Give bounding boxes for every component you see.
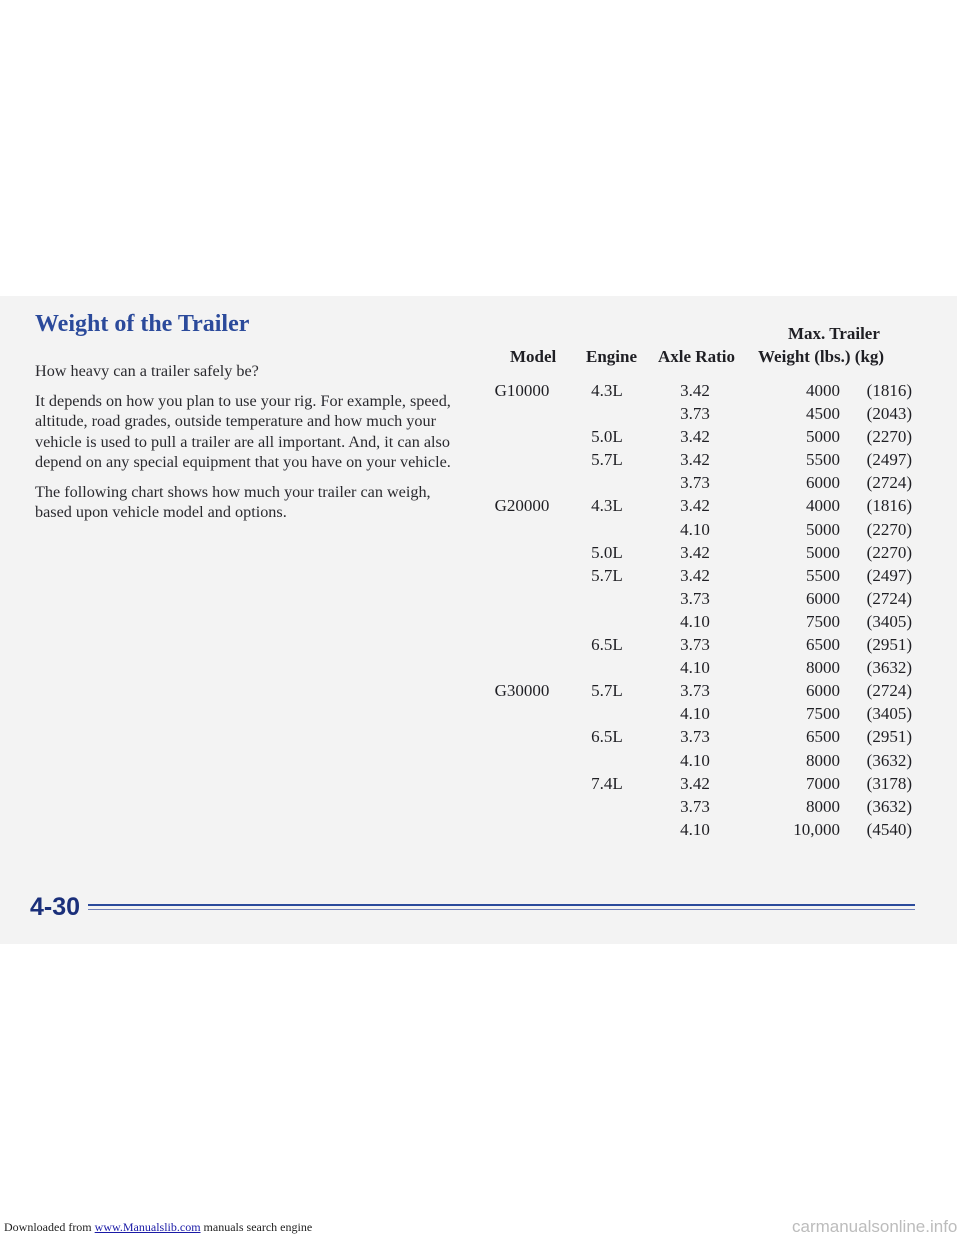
cell-axle-ratio: 3.73: [680, 635, 710, 655]
cell-weight-kg: (3405): [866, 611, 912, 631]
cell-axle-ratio: 4.10: [680, 750, 710, 770]
cell-axle-ratio: 3.42: [680, 381, 710, 400]
cell-weight-lbs: 5500: [806, 565, 840, 585]
cell-weight-lbs: 7500: [806, 704, 840, 724]
cell-engine: 7.4L: [591, 773, 623, 793]
cell-engine: 4.3L: [591, 496, 623, 516]
cell-weight-kg: (2497): [866, 450, 912, 470]
header-max-trailer: Max. Trailer: [788, 324, 880, 343]
cell-axle-ratio: 3.73: [680, 473, 710, 493]
cell-weight-kg: (3632): [866, 750, 912, 770]
table-row: [0, 704, 960, 727]
cell-axle-ratio: 4.10: [680, 519, 710, 539]
cell-engine: 5.0L: [591, 542, 623, 562]
cell-model: G30000: [494, 681, 550, 701]
cell-axle-ratio: 3.42: [680, 773, 710, 793]
cell-axle-ratio: 3.73: [680, 588, 710, 608]
table-row: [0, 589, 960, 612]
cell-weight-lbs: 6500: [806, 727, 840, 747]
cell-weight-kg: (2270): [866, 542, 912, 562]
intro-explanation: It depends on how you plan to use your rig. For example, speed, altitude, road grades, outside temperature and how much your vehicle is used to pull a trailer are all important. And, it can also depend on any special equipment that you have on your vehicle.: [35, 391, 451, 471]
table-row: [0, 381, 960, 404]
cell-weight-lbs: 7500: [806, 611, 840, 631]
cell-axle-ratio: 4.10: [680, 704, 710, 724]
table-row: [0, 635, 960, 658]
header-model: Model: [510, 347, 557, 366]
cell-engine: 6.5L: [591, 635, 623, 655]
download-suffix: manuals search engine: [203, 1220, 313, 1234]
cell-axle-ratio: 3.73: [680, 681, 710, 701]
cell-weight-kg: (3632): [866, 796, 912, 816]
cell-weight-lbs: 5000: [806, 519, 840, 539]
cell-weight-lbs: 10,000: [793, 819, 840, 839]
cell-engine: 4.3L: [591, 381, 623, 400]
table-row: [0, 797, 960, 820]
table-row: [0, 727, 960, 750]
table-row: [0, 450, 960, 473]
cell-weight-kg: (2270): [866, 519, 912, 539]
cell-weight-kg: (2270): [866, 427, 912, 447]
cell-axle-ratio: 3.42: [680, 450, 710, 470]
cell-weight-lbs: 6000: [806, 681, 840, 701]
cell-weight-lbs: 5000: [806, 427, 840, 447]
cell-axle-ratio: 3.73: [680, 727, 710, 747]
cell-weight-lbs: 6000: [806, 473, 840, 493]
cell-axle-ratio: 3.73: [680, 796, 710, 816]
cell-axle-ratio: 3.73: [680, 404, 710, 424]
section-heading: Weight of the Trailer: [35, 311, 250, 337]
cell-model: G10000: [494, 381, 550, 400]
cell-engine: 6.5L: [591, 727, 623, 747]
cell-axle-ratio: 3.42: [680, 427, 710, 447]
page-number: 4-30: [30, 893, 81, 921]
cell-weight-lbs: 4500: [806, 404, 840, 424]
cell-axle-ratio: 3.42: [680, 496, 710, 516]
table-row: [0, 681, 960, 704]
manualslib-link[interactable]: www.Manualslib.com: [94, 1220, 201, 1234]
cell-weight-lbs: 4000: [806, 381, 840, 400]
cell-weight-kg: (4540): [866, 819, 912, 839]
cell-weight-kg: (1816): [866, 496, 912, 516]
intro-chart-note: The following chart shows how much your trailer can weigh, based upon vehicle model and options.: [35, 482, 431, 521]
table-body: [0, 381, 960, 843]
cell-weight-kg: (3405): [866, 704, 912, 724]
cell-weight-kg: (2951): [866, 635, 912, 655]
download-prefix: Downloaded from: [4, 1220, 92, 1234]
table-row: [0, 612, 960, 635]
cell-engine: 5.7L: [591, 681, 623, 701]
cell-engine: 5.0L: [591, 427, 623, 447]
cell-weight-kg: (3632): [866, 658, 912, 678]
cell-weight-kg: (3178): [866, 773, 912, 793]
cell-weight-lbs: 5500: [806, 450, 840, 470]
cell-weight-kg: (2724): [866, 681, 912, 701]
cell-engine: 5.7L: [591, 450, 623, 470]
cell-weight-lbs: 4000: [806, 496, 840, 516]
header-weight: Weight (lbs.) (kg): [758, 347, 885, 366]
cell-weight-kg: (2724): [866, 588, 912, 608]
table-row: [0, 566, 960, 589]
table-row: [0, 520, 960, 543]
cell-weight-lbs: 8000: [806, 796, 840, 816]
intro-question: How heavy can a trailer safely be?: [35, 362, 259, 380]
table-row: [0, 658, 960, 681]
cell-weight-lbs: 8000: [806, 750, 840, 770]
cell-model: G20000: [494, 496, 550, 516]
cell-axle-ratio: 3.42: [680, 542, 710, 562]
table-row: [0, 427, 960, 450]
cell-weight-kg: (2043): [866, 404, 912, 424]
footer-rule: [88, 904, 915, 906]
cell-weight-lbs: 5000: [806, 542, 840, 562]
watermark: carmanualsonline.info: [792, 1217, 958, 1236]
table-row: [0, 404, 960, 427]
cell-axle-ratio: 4.10: [680, 658, 710, 678]
table-row: [0, 820, 960, 843]
download-note: [4, 1220, 312, 1235]
table-row: [0, 774, 960, 797]
cell-axle-ratio: 4.10: [680, 611, 710, 631]
cell-weight-lbs: 6500: [806, 635, 840, 655]
header-engine: Engine: [586, 347, 638, 366]
cell-weight-lbs: 7000: [806, 773, 840, 793]
cell-engine: 5.7L: [591, 565, 623, 585]
cell-weight-kg: (2724): [866, 473, 912, 493]
table-row: [0, 751, 960, 774]
cell-weight-lbs: 6000: [806, 588, 840, 608]
table-row: [0, 543, 960, 566]
cell-axle-ratio: 3.42: [680, 565, 710, 585]
cell-weight-lbs: 8000: [806, 658, 840, 678]
cell-axle-ratio: 4.10: [680, 819, 710, 839]
footer-rule-thin: [88, 909, 915, 910]
cell-weight-kg: (2951): [866, 727, 912, 747]
header-axle-ratio: Axle Ratio: [658, 347, 735, 366]
table-row: [0, 496, 960, 519]
table-row: [0, 473, 960, 496]
cell-weight-kg: (2497): [866, 565, 912, 585]
cell-weight-kg: (1816): [866, 381, 912, 400]
